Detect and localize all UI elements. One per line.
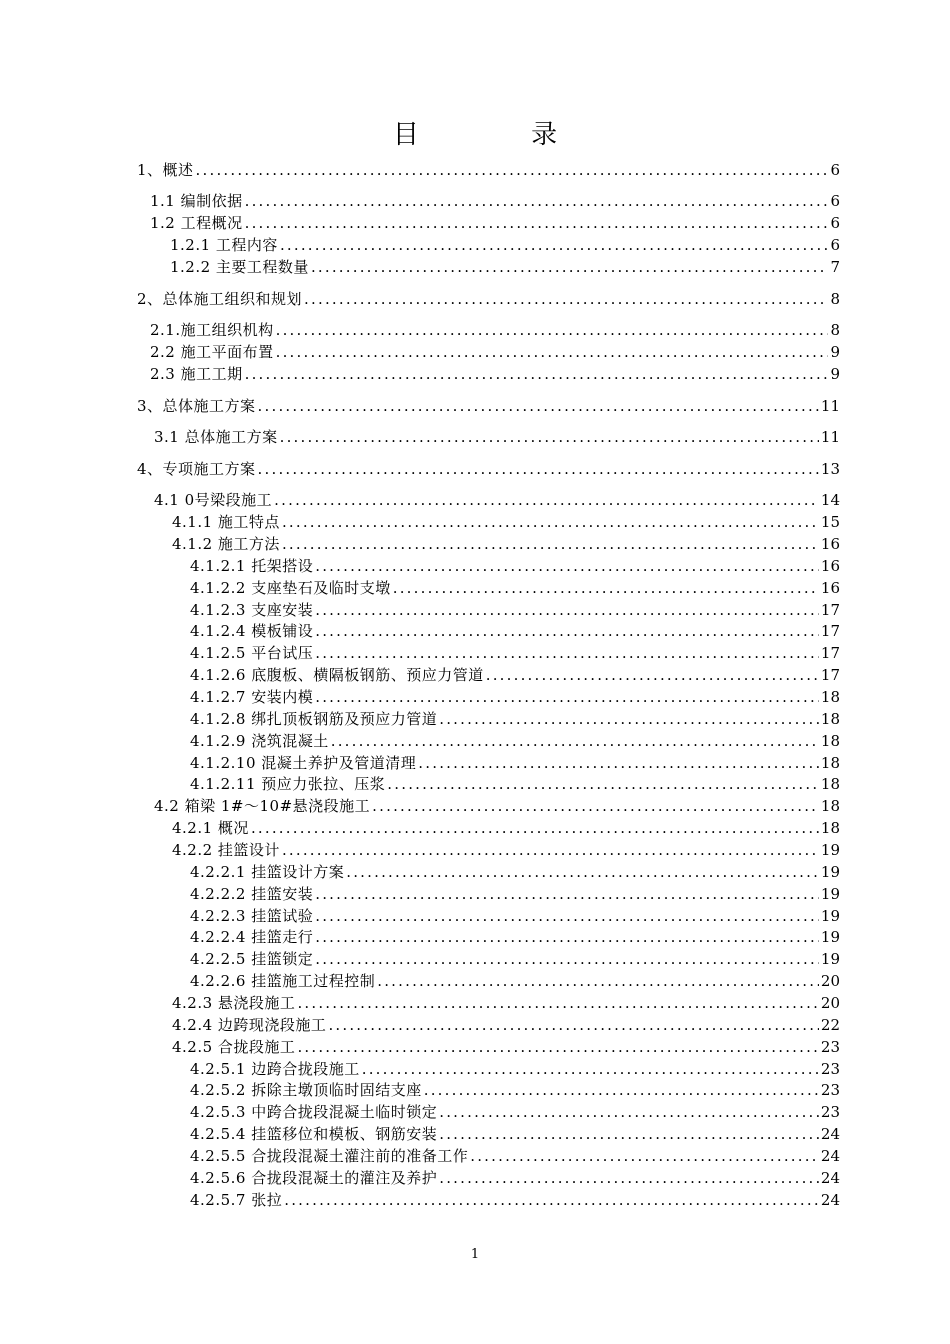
- toc-label: 4.2.5.4 挂篮移位和模板、钢筋安装: [190, 1125, 438, 1143]
- toc-page: 9: [830, 365, 840, 383]
- toc-entry[interactable]: [137, 160, 840, 180]
- toc-leader: [362, 1059, 819, 1079]
- toc-leader: [196, 160, 829, 180]
- toc-label: 4.2.5 合拢段施工: [172, 1038, 296, 1056]
- toc-leader: [331, 731, 819, 751]
- toc-page: 19: [820, 928, 840, 946]
- toc-label: 1.1 编制依据: [150, 192, 243, 210]
- toc-label: 4.2.2.5 挂篮锁定: [190, 950, 314, 968]
- toc-leader: [393, 578, 819, 598]
- toc-entry[interactable]: [190, 1124, 840, 1144]
- toc-leader: [311, 257, 829, 277]
- toc-label: 4.1.2.1 托架搭设: [190, 557, 314, 575]
- toc-entry[interactable]: [190, 556, 840, 576]
- toc-page: 16: [820, 535, 840, 553]
- toc-leader: [245, 364, 829, 384]
- toc-page: 24: [820, 1191, 840, 1209]
- toc-leader: [328, 1015, 818, 1035]
- toc-label: 4.2.2.3 挂篮试验: [190, 907, 314, 925]
- toc-leader: [315, 927, 819, 947]
- toc-label: 4.2.5.7 张拉: [190, 1191, 283, 1209]
- toc-entry[interactable]: [172, 818, 840, 838]
- toc-leader: [274, 490, 819, 510]
- toc-entry[interactable]: [190, 709, 840, 729]
- toc-leader: [282, 534, 819, 554]
- toc-leader: [280, 427, 819, 447]
- toc-entry[interactable]: [137, 459, 840, 479]
- toc-entry[interactable]: [190, 971, 840, 991]
- toc-entry[interactable]: [190, 731, 840, 751]
- toc-leader: [245, 213, 829, 233]
- toc-label: 3、总体施工方案: [137, 397, 256, 415]
- toc-entry[interactable]: [190, 578, 840, 598]
- toc-leader: [346, 862, 819, 882]
- toc-leader: [297, 1037, 818, 1057]
- toc-entry[interactable]: [190, 774, 840, 794]
- toc-entry[interactable]: [190, 862, 840, 882]
- toc-entry[interactable]: [190, 927, 840, 947]
- toc-page: 6: [830, 161, 840, 179]
- toc-label: 4.1.2.9 浇筑混凝土: [190, 732, 329, 750]
- toc-leader: [297, 993, 818, 1013]
- toc-page: 22: [820, 1016, 840, 1034]
- toc-page: 18: [820, 732, 840, 750]
- toc-entry[interactable]: [190, 621, 840, 641]
- toc-page: 19: [820, 885, 840, 903]
- toc-entry[interactable]: [150, 364, 840, 384]
- toc-label: 4.2.2.4 挂篮走行: [190, 928, 314, 946]
- toc-leader: [439, 709, 819, 729]
- toc-label: 4.1 0号梁段施工: [154, 491, 273, 509]
- toc-page: 17: [820, 622, 840, 640]
- toc-leader: [304, 289, 828, 309]
- toc-leader: [377, 971, 819, 991]
- toc-entry[interactable]: [154, 427, 840, 447]
- toc-leader: [315, 556, 819, 576]
- toc-leader: [372, 796, 819, 816]
- toc-label: 4.1.2.5 平台试压: [190, 644, 314, 662]
- toc-leader: [276, 320, 829, 340]
- toc-entry[interactable]: [170, 235, 840, 255]
- toc-leader: [251, 818, 819, 838]
- toc-label: 2.2 施工平面布置: [150, 343, 274, 361]
- toc-page: 23: [820, 1103, 840, 1121]
- toc-page: 6: [830, 236, 840, 254]
- toc-label: 4.2.5.1 边跨合拢段施工: [190, 1060, 360, 1078]
- toc-entry[interactable]: [190, 1168, 840, 1188]
- toc-entry[interactable]: [150, 342, 840, 362]
- toc-entry[interactable]: [172, 993, 840, 1013]
- toc-label: 4.1.2.6 底腹板、横隔板钢筋、预应力管道: [190, 666, 484, 684]
- toc-page: 18: [820, 819, 840, 837]
- toc-leader: [258, 459, 819, 479]
- toc-page: 23: [820, 1038, 840, 1056]
- toc-page: 6: [830, 214, 840, 232]
- toc-page: 20: [820, 972, 840, 990]
- toc-leader: [470, 1146, 819, 1166]
- toc-label: 1、概述: [137, 161, 194, 179]
- toc-label: 4.2.3 悬浇段施工: [172, 994, 296, 1012]
- toc-entry[interactable]: [150, 191, 840, 211]
- toc-label: 4.1.2.2 支座垫石及临时支墩: [190, 579, 391, 597]
- toc-label: 1.2.2 主要工程数量: [170, 258, 309, 276]
- toc-entry[interactable]: [190, 1190, 840, 1210]
- toc-page: 9: [830, 343, 840, 361]
- page-title: 目 录: [392, 120, 610, 150]
- toc-label: 4.2.1 概况: [172, 819, 249, 837]
- toc-entry[interactable]: [137, 396, 840, 416]
- toc-entry[interactable]: [172, 1015, 840, 1035]
- toc-leader: [424, 1080, 819, 1100]
- toc-label: 4.2.2.6 挂篮施工过程控制: [190, 972, 376, 990]
- toc-page: 18: [820, 688, 840, 706]
- toc-entry[interactable]: [150, 320, 840, 340]
- toc-entry[interactable]: [190, 1102, 840, 1122]
- toc-entry[interactable]: [190, 1059, 840, 1079]
- toc-leader: [315, 906, 819, 926]
- toc-label: 3.1 总体施工方案: [154, 428, 278, 446]
- toc-entry[interactable]: [172, 512, 840, 532]
- toc-page: 18: [820, 710, 840, 728]
- toc-entry[interactable]: [172, 1037, 840, 1057]
- toc-leader: [418, 753, 819, 773]
- toc-page: 19: [820, 950, 840, 968]
- toc-entry[interactable]: [190, 949, 840, 969]
- toc-page: 19: [820, 841, 840, 859]
- toc-label: 4、专项施工方案: [137, 460, 256, 478]
- toc-page: 23: [820, 1081, 840, 1099]
- toc-entry[interactable]: [190, 906, 840, 926]
- toc-label: 4.2.2 挂篮设计: [172, 841, 280, 859]
- toc-label: 4.1.2.10 混凝土养护及管道清理: [190, 754, 417, 772]
- toc-leader: [439, 1102, 819, 1122]
- toc-page: 19: [820, 863, 840, 881]
- toc-leader: [280, 235, 829, 255]
- toc-label: 2.3 施工工期: [150, 365, 243, 383]
- toc-entry[interactable]: [170, 257, 840, 277]
- toc-label: 4.1.2.4 模板铺设: [190, 622, 314, 640]
- toc-leader: [245, 191, 829, 211]
- toc-label: 4.2.2.2 挂篮安装: [190, 885, 314, 903]
- toc-entry[interactable]: [190, 753, 840, 773]
- toc-page: 14: [820, 491, 840, 509]
- toc-entry[interactable]: [137, 289, 840, 309]
- toc-page: 24: [820, 1147, 840, 1165]
- toc-leader: [315, 621, 819, 641]
- toc-leader: [284, 1190, 819, 1210]
- toc-entry[interactable]: [150, 213, 840, 233]
- toc-page: 23: [820, 1060, 840, 1078]
- toc-leader: [276, 342, 829, 362]
- toc-page: 16: [820, 579, 840, 597]
- toc-label: 2、总体施工组织和规划: [137, 290, 303, 308]
- toc-label: 4.2.2.1 挂篮设计方案: [190, 863, 345, 881]
- toc-entry[interactable]: [190, 1080, 840, 1100]
- toc-label: 4.2 箱梁 1#～10#悬浇段施工: [154, 797, 371, 815]
- toc-page: 7: [830, 258, 840, 276]
- toc-page: 17: [820, 601, 840, 619]
- toc-entry[interactable]: [190, 643, 840, 663]
- toc-entry[interactable]: [190, 687, 840, 707]
- toc-page: 20: [820, 994, 840, 1012]
- toc-label: 4.2.5.2 拆除主墩顶临时固结支座: [190, 1081, 422, 1099]
- toc-page: 15: [820, 513, 840, 531]
- toc-label: 4.1.2 施工方法: [172, 535, 280, 553]
- toc-page: 13: [820, 460, 840, 478]
- toc-leader: [315, 600, 819, 620]
- toc-label: 4.1.2.7 安装内模: [190, 688, 314, 706]
- toc-page: 19: [820, 907, 840, 925]
- toc-leader: [315, 949, 819, 969]
- toc-label: 2.1.施工组织机构: [150, 321, 274, 339]
- toc-leader: [282, 840, 819, 860]
- toc-entry[interactable]: [190, 600, 840, 620]
- toc-page: 18: [820, 797, 840, 815]
- toc-leader: [282, 512, 819, 532]
- toc-label: 4.1.2.8 绑扎顶板钢筋及预应力管道: [190, 710, 438, 728]
- toc-page: 16: [820, 557, 840, 575]
- toc-page: 8: [830, 321, 840, 339]
- toc-label: 1.2.1 工程内容: [170, 236, 278, 254]
- toc-label: 4.2.5.3 中跨合拢段混凝土临时锁定: [190, 1103, 438, 1121]
- toc-leader: [439, 1124, 819, 1144]
- toc-entry[interactable]: [172, 840, 840, 860]
- toc-entry[interactable]: [154, 796, 840, 816]
- toc-entry[interactable]: [190, 665, 840, 685]
- toc-label: 4.2.5.6 合拢段混凝土的灌注及养护: [190, 1169, 438, 1187]
- toc-page: 6: [830, 192, 840, 210]
- toc-leader: [315, 884, 819, 904]
- toc-entry[interactable]: [172, 534, 840, 554]
- toc-label: 4.1.2.3 支座安装: [190, 601, 314, 619]
- toc-page: 11: [820, 397, 840, 415]
- toc-leader: [387, 774, 819, 794]
- toc-page: 17: [820, 666, 840, 684]
- toc-label: 4.2.5.5 合拢段混凝土灌注前的准备工作: [190, 1147, 469, 1165]
- toc-page: 24: [820, 1169, 840, 1187]
- page-number: 1: [470, 1247, 480, 1262]
- toc-label: 1.2 工程概况: [150, 214, 243, 232]
- toc-page: 8: [830, 290, 840, 308]
- toc-leader: [486, 665, 819, 685]
- toc-page: 18: [820, 775, 840, 793]
- toc-page: 11: [820, 428, 840, 446]
- toc-label: 4.1.1 施工特点: [172, 513, 280, 531]
- toc-leader: [315, 687, 819, 707]
- toc-leader: [258, 396, 819, 416]
- toc-leader: [439, 1168, 819, 1188]
- toc-page: 17: [820, 644, 840, 662]
- toc-page: 18: [820, 754, 840, 772]
- toc-entry[interactable]: [190, 884, 840, 904]
- toc-label: 4.2.4 边跨现浇段施工: [172, 1016, 327, 1034]
- toc-leader: [315, 643, 819, 663]
- toc-entry[interactable]: [154, 490, 840, 510]
- toc-label: 4.1.2.11 预应力张拉、压浆: [190, 775, 386, 793]
- toc-page: 24: [820, 1125, 840, 1143]
- toc-entry[interactable]: [190, 1146, 840, 1166]
